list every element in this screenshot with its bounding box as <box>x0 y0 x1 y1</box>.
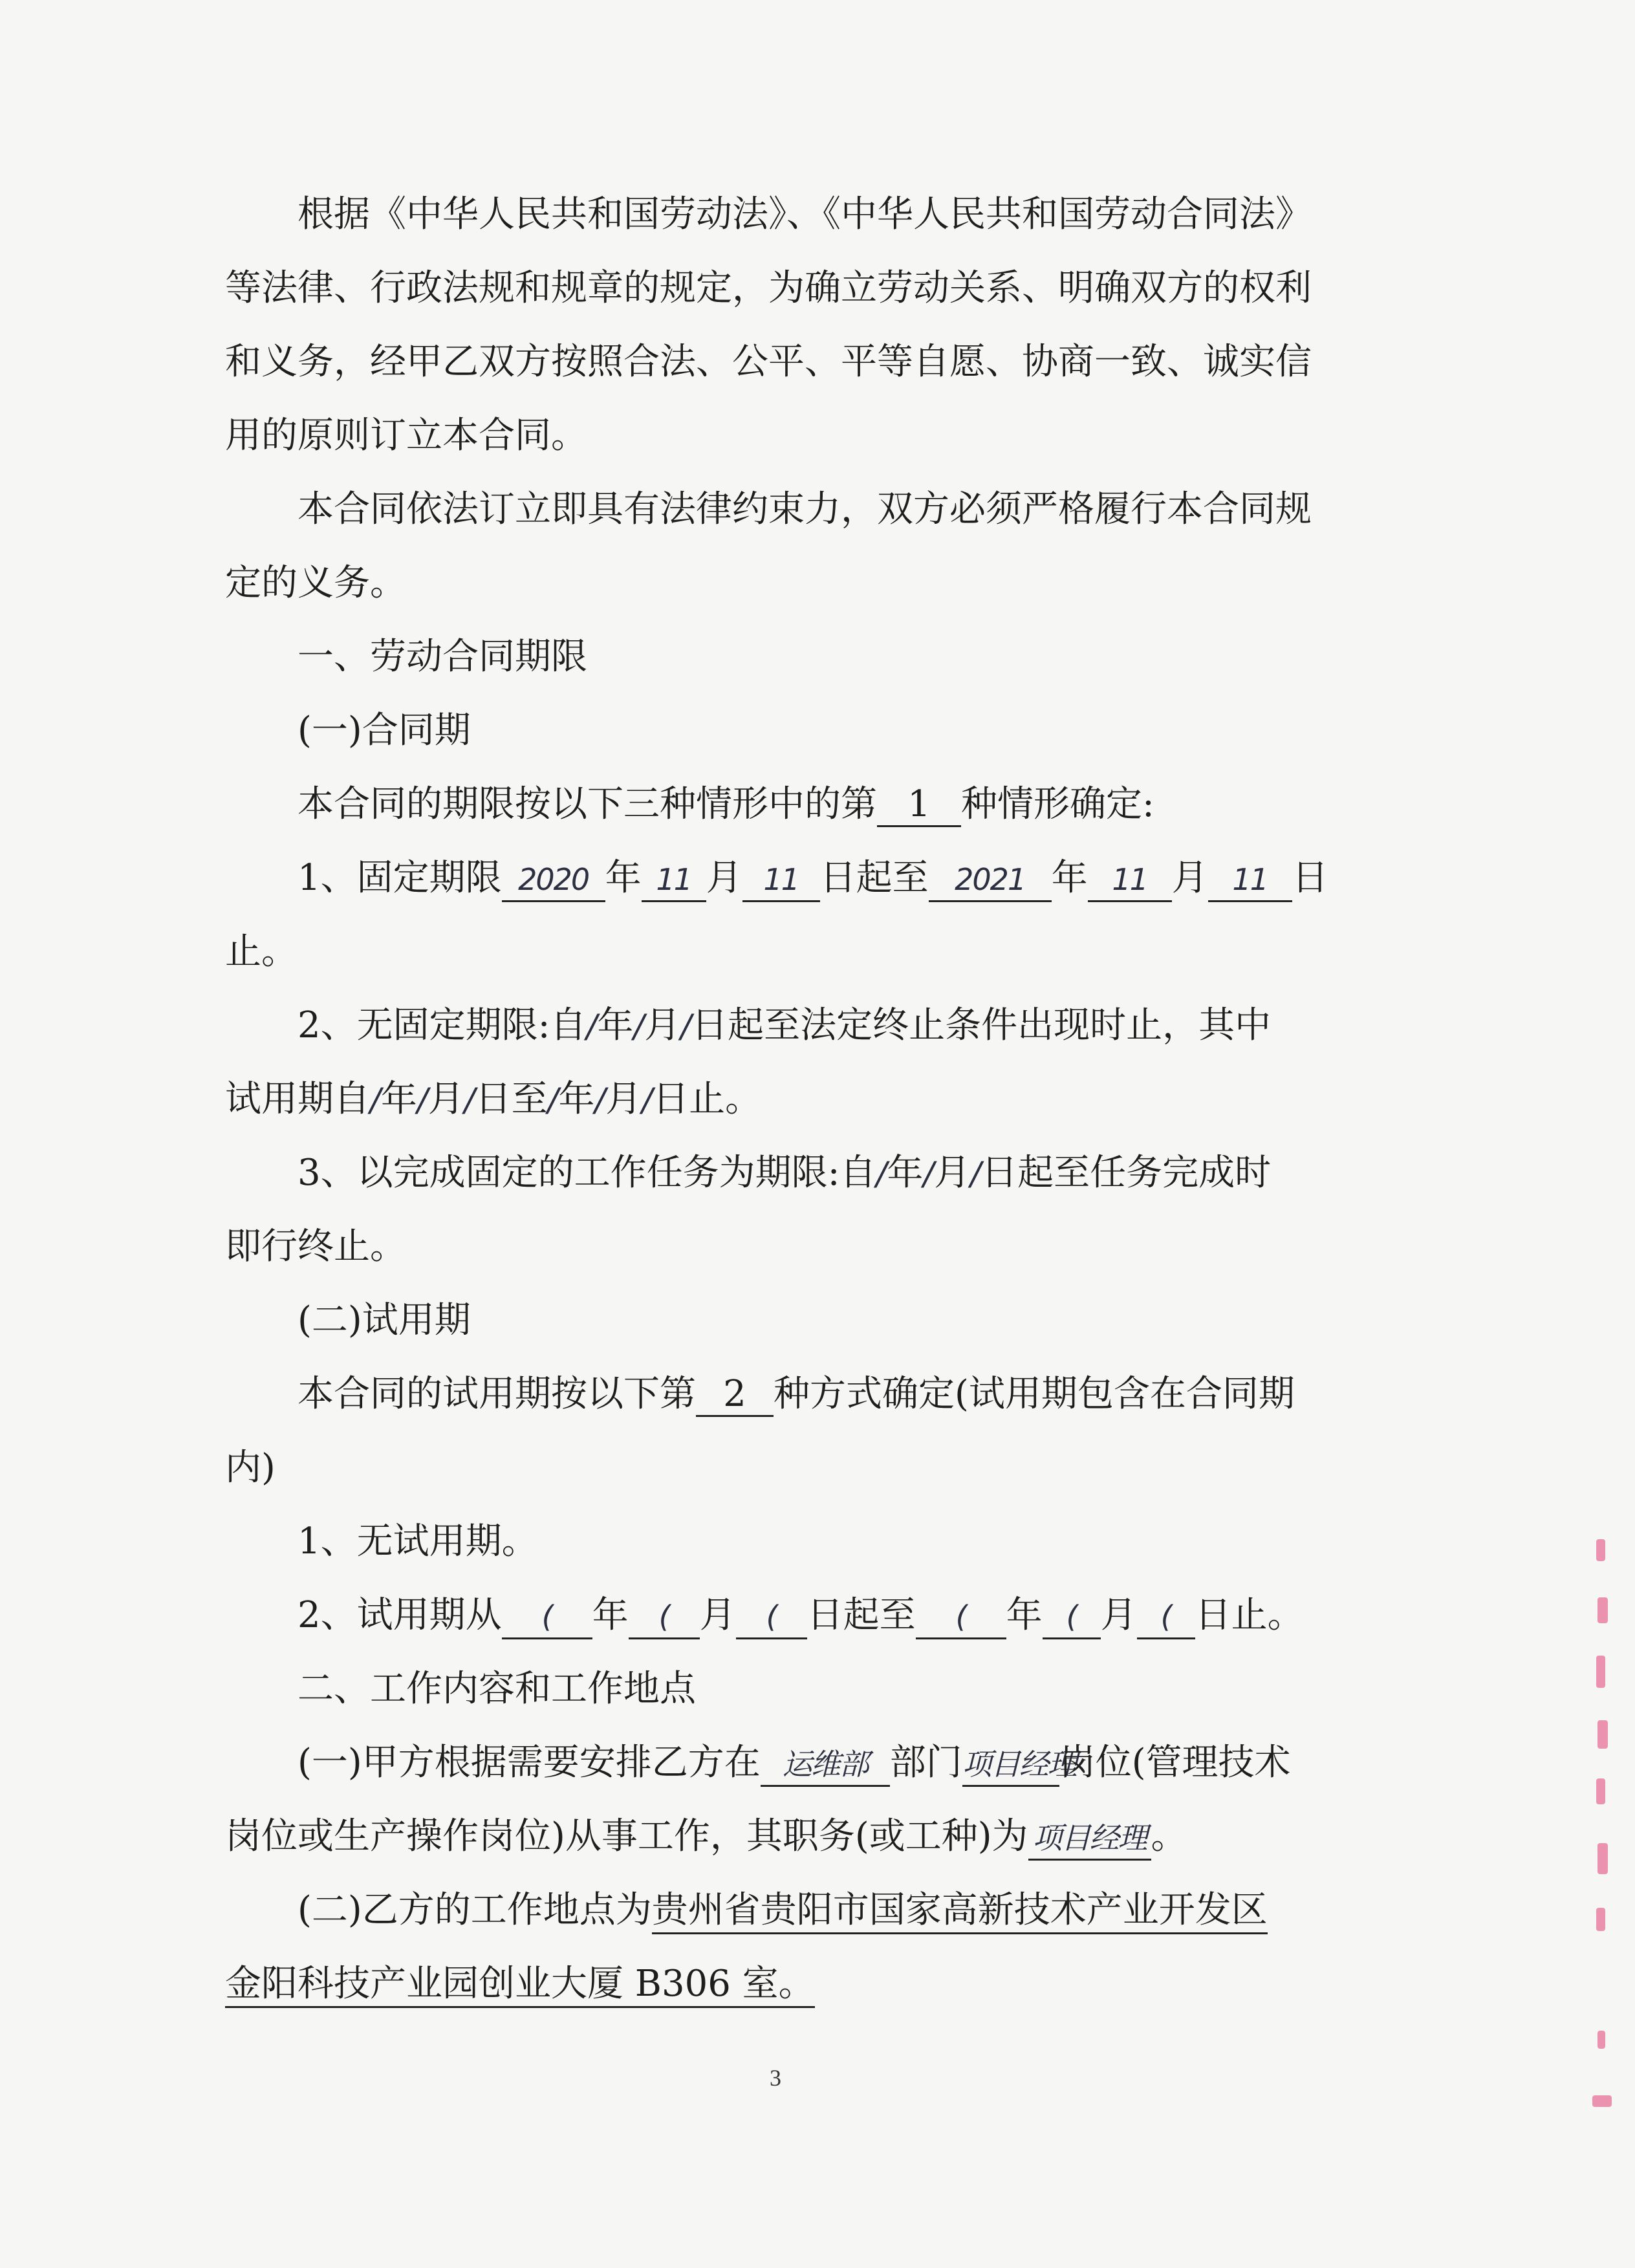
open-term-trial-suffix: 日止。 <box>653 1078 762 1120</box>
trial-start-year-field[interactable]: ( <box>502 1596 592 1639</box>
slash-mark: / <box>680 1008 692 1045</box>
seal-fragment <box>1597 1720 1608 1749</box>
preamble-line-6: 定的义务。 <box>225 562 406 604</box>
term-choice-suffix: 种情形确定: <box>961 783 1154 825</box>
month-label: 月 <box>428 1078 464 1120</box>
slash-mark: / <box>586 1008 598 1045</box>
trial-option-2-prefix: 2、试用期从 <box>298 1594 502 1636</box>
seal-fragment <box>1597 1597 1608 1623</box>
section-2-title: 二、工作内容和工作地点 <box>298 1668 696 1710</box>
month-label: 月 <box>934 1152 971 1194</box>
slash-mark: / <box>594 1081 606 1119</box>
task-term-suffix: 日起至任务完成时 <box>981 1152 1272 1194</box>
open-term-prefix: 2、无固定期限:自 <box>298 1004 587 1046</box>
trial-choice-line-2: 内) <box>225 1447 276 1489</box>
trial-option-2-end: 日止。 <box>1195 1594 1304 1636</box>
year-label: 年 <box>558 1078 595 1120</box>
page-number: 3 <box>770 2065 781 2091</box>
fixed-end-month-field[interactable]: 11 <box>1088 859 1172 902</box>
trial-choice-line <box>298 1371 1295 1418</box>
seal-fragment <box>1597 1843 1608 1874</box>
section-1-title: 一、劳动合同期限 <box>298 636 587 678</box>
preamble-line-4: 用的原则订立本合同。 <box>225 415 587 457</box>
task-term-line-1 <box>298 1150 1271 1196</box>
preamble-line-3: 和义务，经甲乙双方按照合法、公平、平等自愿、协商一致、诚实信 <box>225 341 1312 383</box>
post-field[interactable]: 项目经理 <box>962 1744 1059 1787</box>
term-choice-prefix: 本合同的期限按以下三种情形中的第 <box>298 783 877 825</box>
post-label: 岗位(管理技术 <box>1059 1742 1291 1784</box>
seal-fragment <box>1597 2031 1605 2049</box>
work-location-address-1: 贵州省贵阳市国家高新技术产业开发区 <box>652 1889 1268 1934</box>
task-term-prefix: 3、以完成固定的工作任务为期限:自 <box>298 1152 876 1194</box>
month-label: 月 <box>644 1004 681 1046</box>
trial-option-1: 1、无试用期。 <box>298 1520 538 1562</box>
trial-end-day-field[interactable]: ( <box>1137 1596 1195 1639</box>
seal-fragment <box>1592 2095 1612 2107</box>
fixed-end-day-field[interactable]: 11 <box>1208 859 1292 902</box>
trial-end-year-field[interactable]: ( <box>916 1596 1006 1639</box>
slash-mark: / <box>642 1081 653 1119</box>
fixed-term-line <box>298 855 1328 902</box>
preamble-line-1: 根据《中华人民共和国劳动法》、《中华人民共和国劳动合同法》 <box>298 193 1312 235</box>
slash-mark: / <box>923 1155 935 1193</box>
month-label: 月 <box>1171 857 1208 899</box>
trial-choice-field[interactable]: 2 <box>696 1374 774 1417</box>
work-content-line-1 <box>298 1740 1291 1786</box>
open-term-line-2: 试用期自/年/月/日至/年/月/日止。 <box>225 1078 762 1120</box>
section-1-sub2-title: (二)试用期 <box>298 1299 471 1341</box>
trial-start-day-field[interactable]: ( <box>736 1596 807 1639</box>
slash-mark: / <box>370 1081 381 1119</box>
year-label: 年 <box>592 1594 629 1636</box>
trial-choice-prefix: 本合同的试用期按以下第 <box>298 1373 696 1415</box>
department-field[interactable]: 运维部 <box>761 1744 890 1787</box>
duty-prefix: 岗位或生产操作岗位)从事工作，其职务(或工种)为 <box>225 1815 1028 1857</box>
trial-choice-suffix: 种方式确定(试用期包含在合同期 <box>774 1373 1295 1415</box>
trial-start-month-field[interactable]: ( <box>629 1596 700 1639</box>
day-label: 日 <box>1292 857 1328 899</box>
trial-option-2 <box>298 1592 1304 1639</box>
slash-mark: / <box>464 1081 475 1119</box>
day-label: 日 <box>475 1078 512 1120</box>
slash-mark: / <box>633 1008 645 1045</box>
seal-fragment <box>1596 1908 1605 1931</box>
year-label: 年 <box>887 1152 924 1194</box>
year-label: 年 <box>605 857 642 899</box>
seal-fragment <box>1596 1656 1605 1688</box>
month-label: 月 <box>706 857 742 899</box>
fixed-end-year-field[interactable]: 2021 <box>929 859 1052 902</box>
month-label: 月 <box>1100 1594 1137 1636</box>
day-from-label: 日起至 <box>807 1594 916 1636</box>
fixed-start-year-field[interactable]: 2020 <box>502 859 605 902</box>
open-term-suffix: 日起至法定终止条件出现时止，其中 <box>691 1004 1272 1046</box>
work-location-line-1 <box>298 1887 1268 1934</box>
work-location-address-2: 金阳科技产业园创业大厦 B306 室。 <box>225 1963 815 2008</box>
fixed-start-day-field[interactable]: 11 <box>742 859 820 902</box>
month-label: 月 <box>605 1078 642 1120</box>
trial-end-month-field[interactable]: ( <box>1043 1596 1101 1639</box>
fixed-start-month-field[interactable]: 11 <box>642 859 706 902</box>
year-label: 年 <box>380 1078 417 1120</box>
slash-mark: / <box>547 1081 559 1119</box>
preamble-line-5: 本合同依法订立即具有法律约束力，双方必须严格履行本合同规 <box>298 488 1312 530</box>
slash-mark: / <box>970 1155 982 1193</box>
duty-end: 。 <box>1151 1815 1187 1857</box>
term-choice-line <box>298 781 1154 828</box>
work-content-prefix: (一)甲方根据需要安排乙方在 <box>298 1742 761 1784</box>
open-term-line-1 <box>298 1002 1271 1049</box>
day-from-label: 日起至 <box>819 857 929 899</box>
preamble-line-2: 等法律、行政法规和规章的规定，为确立劳动关系、明确双方的权利 <box>225 267 1312 309</box>
slash-mark: / <box>876 1155 887 1193</box>
section-1-sub1-title: (一)合同期 <box>298 709 471 751</box>
fixed-term-end: 止。 <box>225 931 298 973</box>
work-location-line-2 <box>225 1961 815 2007</box>
department-label: 部门 <box>889 1742 962 1784</box>
fixed-term-prefix: 1、固定期限 <box>298 857 502 899</box>
year-label: 年 <box>597 1004 634 1046</box>
seal-fragment <box>1596 1539 1605 1561</box>
year-label: 年 <box>1006 1594 1043 1636</box>
month-label: 月 <box>699 1594 736 1636</box>
year-label: 年 <box>1051 857 1088 899</box>
term-choice-field[interactable]: 1 <box>877 784 961 827</box>
task-term-line-2: 即行终止。 <box>225 1226 406 1268</box>
duty-field[interactable]: 项目经理 <box>1028 1817 1151 1861</box>
work-content-line-2 <box>225 1813 1187 1860</box>
open-term-trial-prefix: 试用期自 <box>225 1078 370 1120</box>
work-location-prefix: (二)乙方的工作地点为 <box>298 1889 652 1931</box>
slash-mark: / <box>417 1081 428 1119</box>
seal-fragment <box>1596 1778 1605 1804</box>
